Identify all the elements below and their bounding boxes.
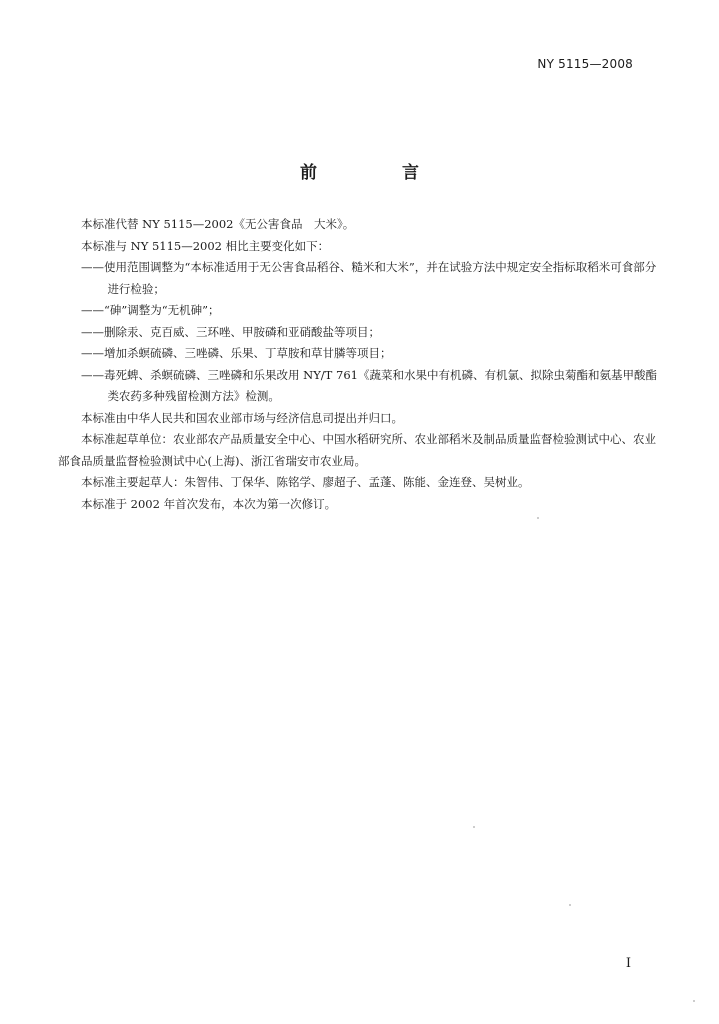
page-number: I: [625, 956, 631, 971]
document-body: [58, 214, 658, 515]
scan-speck: [537, 517, 539, 519]
standard-number: NY 5115—2008: [537, 57, 633, 71]
scan-speck: [693, 1000, 695, 1002]
change-item: [58, 300, 658, 322]
paragraph-drafters: 本标准主要起草人：朱智伟、丁保华、陈铭学、廖超子、孟蓬、陈能、金连登、吴树业。: [81, 475, 530, 489]
change-item: [58, 322, 658, 344]
paragraph-replaces: 本标准代替 NY 5115—2002《无公害食品 大米》。: [81, 217, 355, 231]
change-text: 删除汞、克百威、三环唑、甲胺磷和亚硝酸盐等项目；: [104, 324, 380, 339]
dash-mark: ——: [81, 324, 104, 339]
change-text: “砷”调整为“无机砷”；: [104, 303, 220, 317]
change-text: 毒死蜱、杀螟硫磷、三唑磷和乐果改用 NY/T 761《蔬菜和水果中有机磷、有机氯、拟除虫菊酯和氨基甲酸酯类农药多种残留检测方法》检测。: [104, 367, 657, 403]
dash-mark: ——: [81, 367, 104, 382]
change-item: [58, 257, 658, 300]
change-item: [58, 343, 658, 365]
paragraph-drafting-units: 本标准起草单位：农业部农产品质量安全中心、中国水稻研究所、农业部稻米及制品质量监督检验测试中心、农业部食品质量监督检验测试中心(上海)、浙江省瑞安市农业局。: [58, 432, 656, 468]
scan-speck: [473, 826, 475, 828]
paragraph-proposer: 本标准由中华人民共和国农业部市场与经济信息司提出并归口。: [81, 410, 403, 425]
scan-speck: [569, 904, 571, 906]
change-item: [58, 365, 658, 408]
paragraph-changes-intro: 本标准与 NY 5115—2002 相比主要变化如下：: [81, 238, 330, 253]
paragraph-release-history: 本标准于 2002 年首次发布，本次为第一次修订。: [81, 496, 337, 511]
page-title: 前 言: [300, 163, 453, 183]
dash-mark: ——: [81, 346, 104, 360]
dash-mark: ——: [81, 260, 104, 274]
change-text: 使用范围调整为“本标准适用于无公害食品稻谷、糙米和大米”，并在试验方法中规定安全指标取稻米可食部分进行检验；: [104, 260, 657, 296]
change-text: 增加杀螟硫磷、三唑磷、乐果、丁草胺和草甘膦等项目；: [104, 346, 392, 360]
dash-mark: ——: [81, 303, 104, 317]
